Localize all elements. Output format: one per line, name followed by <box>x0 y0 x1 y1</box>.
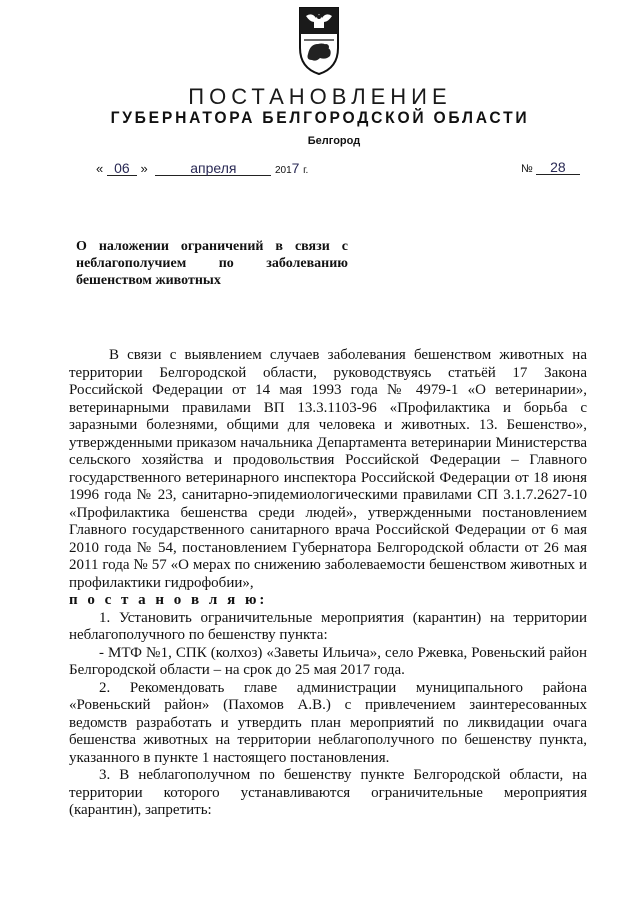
decree-word: п о с т а н о в л я ю: <box>69 592 268 608</box>
item-1: 1. Установить ограничительные мероприятия (карантин) на территории неблагополучного по бешенству пункта: <box>69 609 587 643</box>
date-close-quote: » <box>140 161 148 176</box>
date-year-suffix: г. <box>303 165 309 176</box>
coat-of-arms-icon <box>296 4 342 76</box>
document-body <box>69 347 587 820</box>
date-line <box>96 160 308 176</box>
date-year-digit: 7 <box>291 160 300 176</box>
preamble-paragraph: В связи с выявлением случаев заболевания бешенством животных на территории Белгородской области, руководствуясь статьёй 17 Закона Российской Федерации от 14 мая 1993 года № 4979-1 «О ветеринарии», ветеринарными правилами ВП 13.3.1103-96 «Профилактика и борьба с заразными болезнями, общими для человека и животных. 13. Бешенство», утвержденными приказом начальника Департамента ветеринарии Министерства сельского хозяйства и продовольствия Российской Федерации – Главного государственного ветеринарного инспектора Российской Федерации от 18 июня 1996 года № 23, санитарно-эпидемиологическими правилами СП 3.1.7.2627-10 «Профилактика бешенства среди людей», утвержденными постановлением Главного государственного санитарного врача Российской Федерации от 6 мая 2010 года № 54, постановлением Губернатора Белгородской области от 26 мая 2011 года № 57 «О мерах по снижению заболеваемости бешенством животных и профилактики гидрофобии», <box>69 347 587 591</box>
issuer-title: ГУБЕРНАТОРА БЕЛГОРОДСКОЙ ОБЛАСТИ <box>110 108 530 127</box>
document-type-title: ПОСТАНОВЛЕНИЕ <box>188 84 452 109</box>
number-value: 28 <box>536 160 580 175</box>
document-number <box>521 160 580 175</box>
item-2: 2. Рекомендовать главе администрации муниципального района «Ровеньский район» (Пахомов А.В.) с привлечением заинтересованных ведомств разработать и утвердить план мероприятий по ликвидации очага бешенства животных на территории неблагополучного по бешенству пункта, указанного в пункте 1 настоящего постановления. <box>69 679 587 766</box>
date-month: апреля <box>155 161 271 176</box>
item-1-subitem: - МТФ №1, СПК (колхоз) «Заветы Ильича», село Ржевка, Ровеньский район Белгородской области – на срок до 25 мая 2017 года. <box>69 644 587 678</box>
date-year-prefix: 201 <box>274 165 292 176</box>
city-name: Белгород <box>307 135 361 147</box>
number-label: № <box>521 163 533 175</box>
date-day: 06 <box>107 161 137 176</box>
document-subject: О наложении ограничений в связи с неблагополучием по заболеванию бешенством животных <box>76 239 348 288</box>
date-open-quote: « <box>96 161 104 176</box>
item-3: 3. В неблагополучном по бешенству пункте Белгородской области, на территории которого устанавливаются ограничительные мероприятия (карантин), запретить: <box>69 767 587 818</box>
